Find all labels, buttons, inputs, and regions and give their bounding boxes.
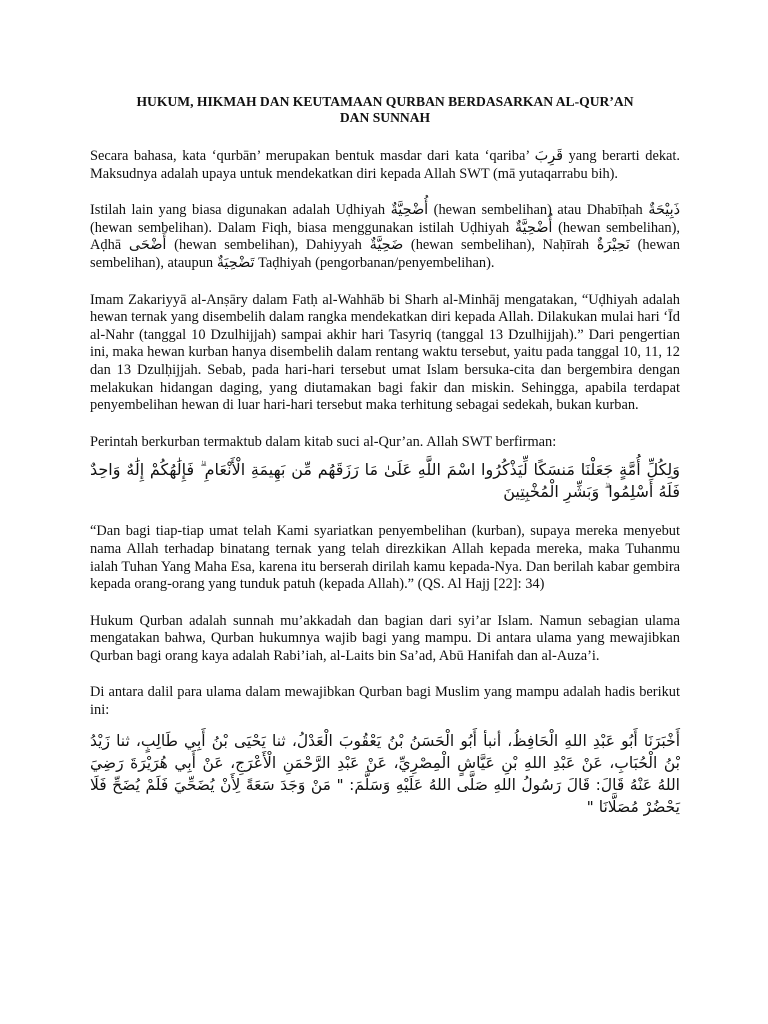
arabic-hadith: أَخْبَرَنَا أَبُو عَبْدِ اللهِ الْحَافِظُ، أنبأ أَبُو الْحَسَنُ بْنُ يَعْقُوبَ الْعَدْلُ، ثنا يَحْيَى بْنُ أَبِي طَالِبٍ، ثنا زَيْدُ بْنُ الْحُبَابِ، عَنْ عَبْدِ اللهِ بْنِ عَيَّاشٍ الْمِصْرِيِّ، عَنْ عَبْدِ الرَّحْمَنِ الْأَعْرَجِ، عَنْ أَبِي هُرَيْرَةَ رَضِيَ اللهُ عَنْهُ قَالَ: قَالَ رَسُولُ اللهِ صَلَّى اللهُ عَلَيْهِ وَسَلَّمَ: " مَنْ وَجَدَ سَعَةً لِأَنْ يُضَحِّيَ فَلَمْ يُضَحِّ فَلَا يَحْضُرْ مُصَلَّانَا " <box>90 731 680 816</box>
title-line-2: DAN SUNNAH <box>339 110 431 125</box>
paragraph-definition: Secara bahasa, kata ‘qurbān’ merupakan bentuk masdar dari kata ‘qariba’ قَرِبَ yang berarti dekat. Maksudnya adalah upaya untuk mendekatkan diri kepada Allah SWT (mā yutaqarrabu bih). <box>90 148 681 182</box>
paragraph-imam-zakariyya: Imam Zakariyyā al-Anṣāry dalam Fatḥ al-Wahhāb bi Sharh al-Minhāj mengatakan, “Uḍhiyah adalah hewan ternak yang disembelih dalam rangka mendekatkan diri kepada Allah. Dilakukan mulai hari ‘Īd al-Nahr (tanggal 10 Dzulhijjah) sampai akhir hari Tasyriq (tanggal 13 Dzulhijjah).” Dari pengertian ini, maka hewan kurban hanya disembelih dalam rentang waktu tersebut, yaitu pada tanggal 10, 11, 12 dan 13 Dzulḥijjah. Sebab, pada hari-hari tersebut umat Islam bersuka-cita dan bergembira dengan melakukan hidangan daging, yang diutamakan bagi fakir dan miskin. Sehingga, apabila terdapat penyembelihan hewan di luar hari-hari tersebut maka terhitung sebagai sedekah, bukan kurban. <box>90 291 680 414</box>
arabic-verse: وَلِكُلِّ أُمَّةٍ جَعَلْنَا مَنسَكًا لِّيَذْكُرُوا اسْمَ اللَّهِ عَلَىٰ مَا رَزَقَهُم مِّن بَهِيمَةِ الْأَنْعَامِ ۗ فَإِلَٰهُكُمْ إِلَٰهٌ وَاحِدٌ فَلَهُ أَسْلِمُوا ۗ وَبَشِّرِ الْمُخْبِتِينَ <box>90 460 680 502</box>
paragraph-other-terms: Istilah lain yang biasa digunakan adalah Uḍhiyah أُضْحِيَّةٌ (hewan sembelihan) atau Dhabīḥah ذَبِيْحَةٌ (hewan sembelihan). Dalam Fiqh, biasa menggunakan istilah Uḍhiyah أُضْحِيَّةٌ (hewan sembelihan), Aḍhā أَضْحَى (hewan sembelihan), Dahiyyah ضَحِيَّةٌ (hewan sembelihan), Naḥīrah نَحِيْرَةٌ (hewan sembelihan), ataupun تَضْحِيَةٌ Taḍhiyah (pengorbanan/penyembelihan). <box>90 202 680 271</box>
document-page <box>90 94 680 818</box>
document-title <box>90 94 680 126</box>
paragraph-quran-command: Perintah berkurban termaktub dalam kitab suci al-Qur’an. Allah SWT berfirman: <box>90 433 557 450</box>
paragraph-qurban-law: Hukum Qurban adalah sunnah mu’akkadah dan bagian dari syi’ar Islam. Namun sebagian ulama mengatakan bahwa, Qurban hukumnya wajib bagi yang mampu. Di antara ulama yang mewajibkan Qurban bagi orang kaya adalah Rabi’iah, al-Laits bin Sa’ad, Abū Hanifah dan al-Auza’i. <box>90 612 680 664</box>
title-line-1: HUKUM, HIKMAH DAN KEUTAMAAN QURBAN BERDASARKAN AL-QUR’AN <box>136 94 634 109</box>
paragraph-translation: “Dan bagi tiap-tiap umat telah Kami syariatkan penyembelihan (kurban), supaya mereka menyebut nama Allah terhadap binatang ternak yang telah direzkikan Allah kepada mereka, maka Tuhanmu ialah Tuhan Yang Maha Esa, karena itu berserah dirilah kamu kepada-Nya. Dan berilah kabar gembira kepada orang-orang yang tunduk patuh (kepada Allah).” (QS. Al Hajj [22]: 34) <box>90 523 680 593</box>
paragraph-hadith-intro: Di antara dalil para ulama dalam mewajibkan Qurban bagi Muslim yang mampu adalah hadis berikut ini: <box>90 684 680 719</box>
